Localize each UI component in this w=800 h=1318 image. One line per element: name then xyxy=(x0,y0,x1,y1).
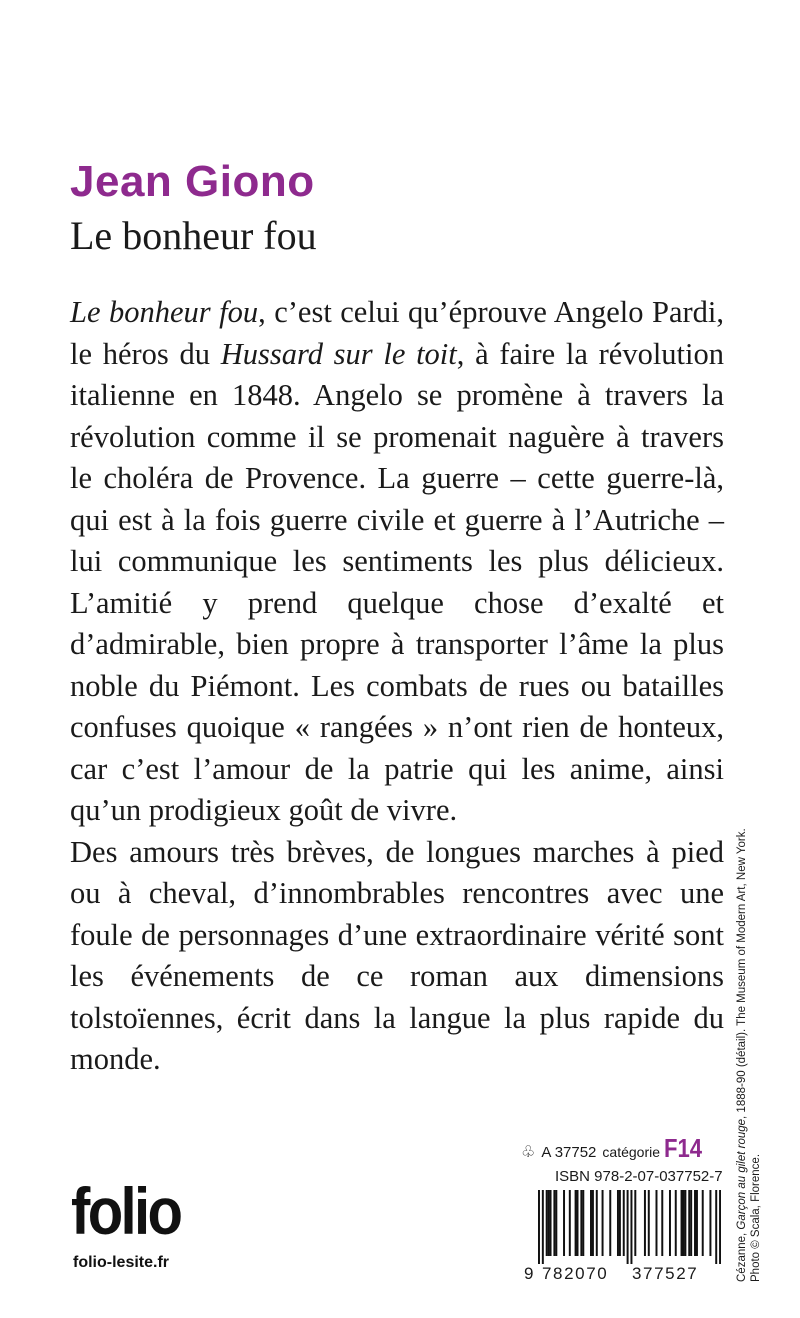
barcode-bar xyxy=(656,1190,658,1256)
blurb-paragraph-2: Des amours très brèves, de longues marches à pied ou à cheval, d’innombrables rencontres avec une foule de personnages d’une extraordinaire vérité sont les événements de ce roman aux dimensions tolstoïennes, écrit dans la langue la plus rapide du monde. xyxy=(70,834,724,1076)
barcode-right-group: 377527 xyxy=(632,1264,699,1283)
barcode-bar xyxy=(553,1190,555,1256)
barcode-bar xyxy=(669,1190,671,1256)
barcode-bar xyxy=(709,1190,711,1256)
barcode-bar xyxy=(696,1190,698,1256)
barcode-bar xyxy=(555,1190,557,1256)
blurb-book-reference: Hussard sur le toit xyxy=(220,336,457,371)
barcode-bar xyxy=(634,1190,636,1256)
barcode-bar xyxy=(702,1190,704,1256)
barcode-bar xyxy=(644,1190,646,1256)
barcode-bar xyxy=(619,1190,621,1256)
credit-line-1: Cézanne, Garçon au gilet rouge, 1888-90 (détail). The Museum of Modern Art, New York. xyxy=(736,828,748,1282)
barcode-bar xyxy=(609,1190,611,1256)
barcode-bar xyxy=(675,1190,677,1256)
barcode-bar xyxy=(569,1190,571,1256)
barcode-bar xyxy=(580,1190,582,1256)
barcode-bar xyxy=(577,1190,579,1256)
blurb-title-reference: Le bonheur fou xyxy=(70,295,259,329)
barcode-bar xyxy=(563,1190,565,1256)
image-credit xyxy=(736,722,763,1282)
barcode-bar xyxy=(575,1190,577,1256)
artwork-title: Garçon au gilet rouge xyxy=(736,1118,748,1230)
barcode-bar xyxy=(684,1190,686,1256)
barcode-bar xyxy=(596,1190,598,1256)
barcode-bar xyxy=(617,1190,619,1256)
barcode-bar xyxy=(648,1190,650,1256)
folio-logo: folio xyxy=(71,1174,181,1248)
barcode-bar xyxy=(602,1190,604,1256)
blurb-text: , à faire la révolution italienne en 1848. Angelo se promène à travers la révolution comme il se promenait naguère à travers le choléra de Provence. La guerre – cette guerre-là, qui est à la fois guerre civile et guerre à l’Autriche – lui communique les sentiments les plus délicieux. L’amitié y prend quelque chose d’exalté et d’admirable, bien propre à transporter l’âme la plus noble du Piémont. Les combats de rues ou batailles confuses quoique « rangées » n’ont rien de honteux, car c’est l’amour de la patrie qui les anime, ainsi qu’un prodigieux goût de vivre. xyxy=(70,336,724,827)
isbn: ISBN 978-2-07-037752-7 xyxy=(555,1168,723,1185)
barcode xyxy=(538,1190,721,1264)
folio-symbol-icon: ♧ xyxy=(521,1144,536,1161)
barcode-bar xyxy=(627,1190,629,1264)
barcode-bar xyxy=(681,1190,683,1256)
barcode-left-group: 782070 xyxy=(542,1264,609,1283)
credit-line-2: Photo © Scala, Florence. xyxy=(749,1153,762,1282)
barcode-digits xyxy=(524,1264,724,1284)
barcode-bar xyxy=(682,1190,684,1256)
book-title: Le bonheur fou xyxy=(70,213,317,258)
category-label: catégorie xyxy=(602,1144,660,1160)
back-cover-blurb xyxy=(70,292,724,1081)
catalog-code: A 37752 xyxy=(541,1144,597,1161)
barcode-bar xyxy=(582,1190,584,1256)
barcode-bar xyxy=(719,1190,721,1264)
blurb-text: , c’est celui qu’éprouve Angelo Pardi, le héros du xyxy=(70,295,724,371)
barcode-bar xyxy=(542,1190,544,1264)
barcode-bar xyxy=(661,1190,663,1256)
author-name: Jean Giono xyxy=(70,157,315,206)
barcode-bar xyxy=(715,1190,717,1264)
category-code: F14 xyxy=(664,1133,703,1163)
blurb-paragraph-1 xyxy=(70,292,724,832)
barcode-bar xyxy=(592,1190,594,1256)
publisher-website: folio-lesite.fr xyxy=(73,1254,170,1271)
barcode-bar xyxy=(538,1190,540,1264)
barcode-bar xyxy=(590,1190,592,1256)
barcode-bar xyxy=(550,1190,552,1256)
barcode-bar xyxy=(630,1190,632,1264)
barcode-bar xyxy=(548,1190,550,1256)
barcode-bar xyxy=(546,1190,548,1256)
catalog-line xyxy=(521,1133,721,1164)
barcode-bar xyxy=(694,1190,696,1256)
barcode-bar xyxy=(623,1190,625,1256)
barcode-bar xyxy=(688,1190,690,1256)
barcode-first-digit: 9 xyxy=(524,1264,536,1283)
barcode-bar xyxy=(690,1190,692,1256)
